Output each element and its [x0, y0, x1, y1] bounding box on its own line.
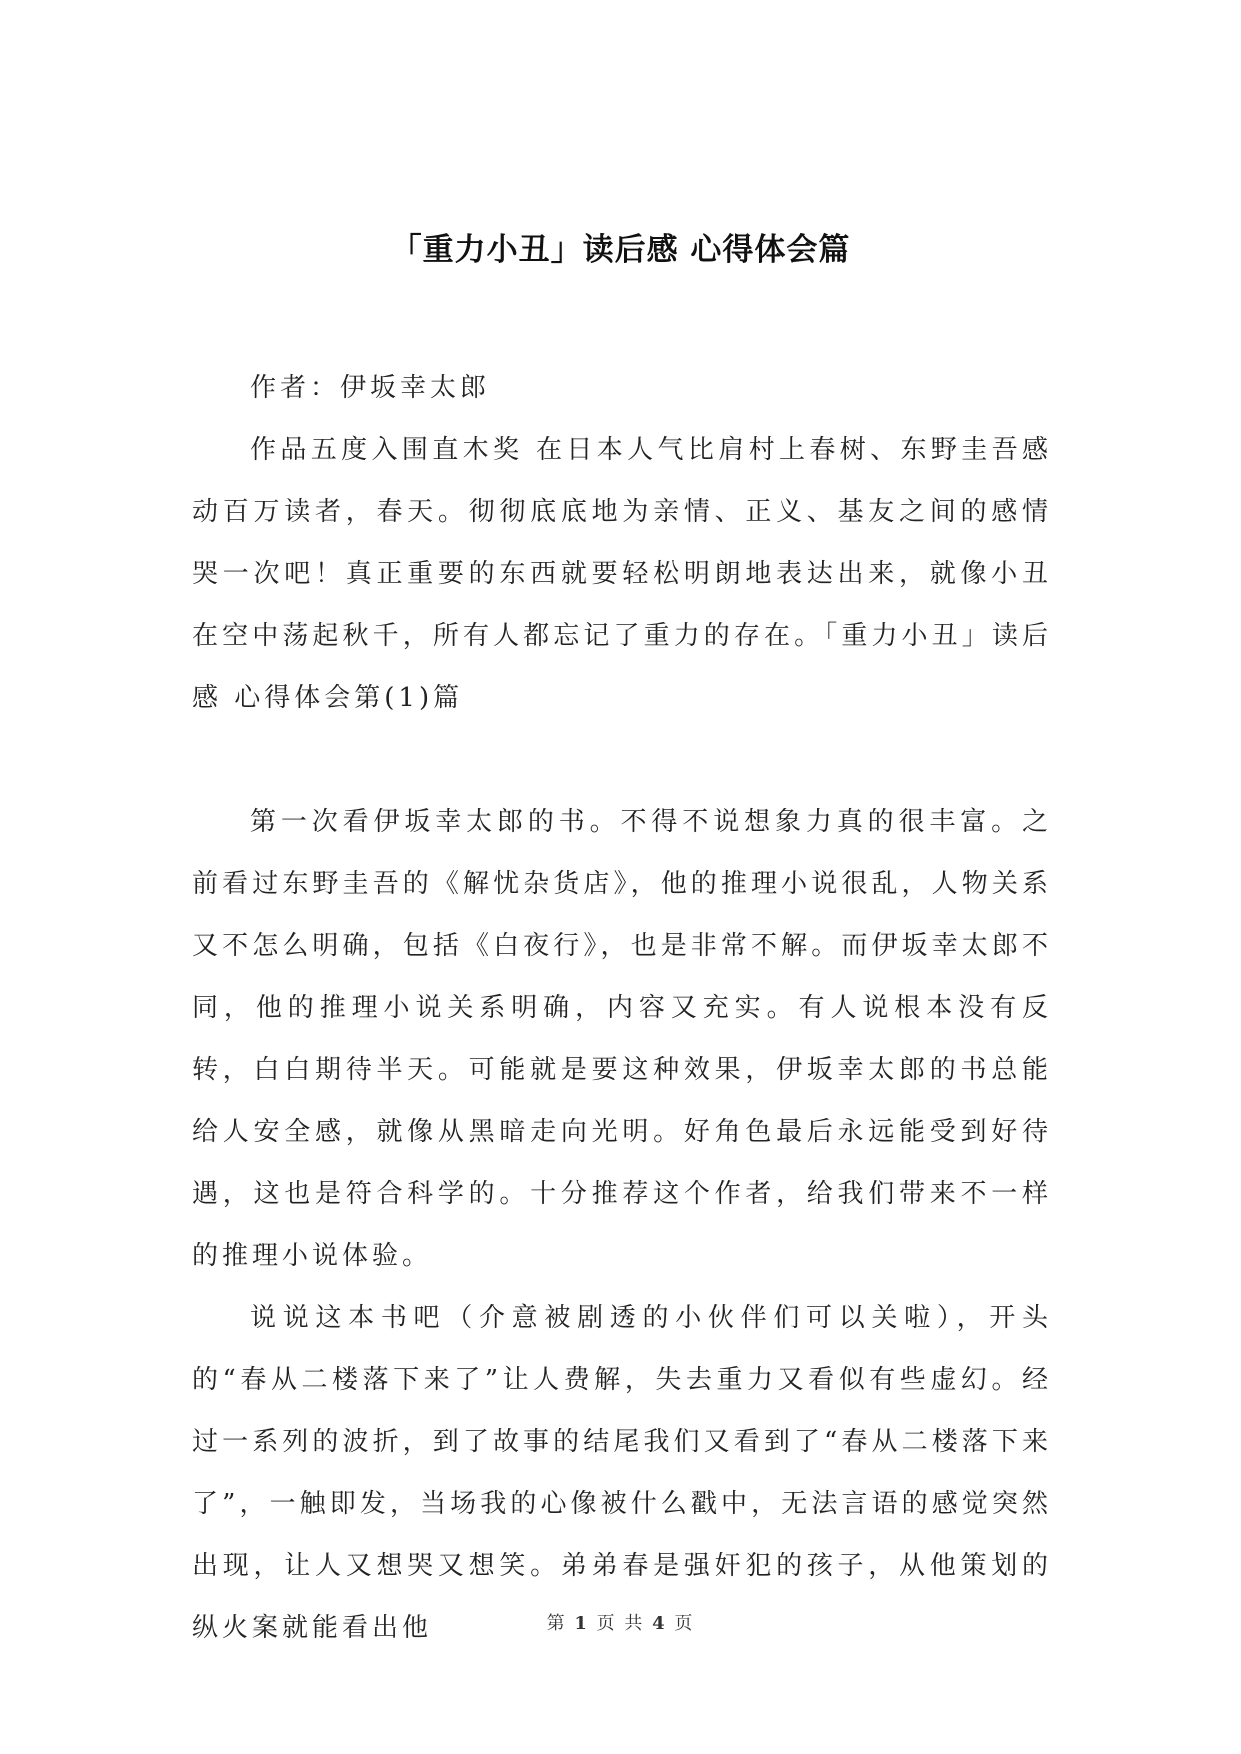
footer-page-current: 1 [574, 1613, 589, 1634]
paragraph-intro: 作品五度入围直木奖 在日本人气比肩村上春树、东野圭吾感动百万读者，春天。彻彻底底地为亲情、正义、基友之间的感情哭一次吧！真正重要的东西就要轻松明朗地表达出来，就像小丑在空中荡起秋千，所有人都忘记了重力的存在。「重力小丑」读后感 心得体会第(1)篇 [192, 435, 1052, 713]
footer-mid: 页 共 [596, 1613, 645, 1634]
document-body [192, 357, 1052, 1659]
author-line: 作者：伊坂幸太郎 [250, 373, 491, 403]
paragraph-gap [192, 729, 1052, 791]
footer-prefix: 第 [546, 1613, 567, 1634]
page-title: 「重力小丑」读后感 心得体会篇 [390, 232, 851, 268]
page-footer [0, 1609, 1241, 1635]
footer-suffix: 页 [674, 1613, 695, 1634]
paragraph-review-2: 说说这本书吧（介意被剧透的小伙伴们可以关啦），开头的“春从二楼落下来了”让人费解，失去重力又看似有些虚幻。经过一系列的波折，到了故事的结尾我们又看到了“春从二楼落下来了”，一触即发，当场我的心像被什么戳中，无法言语的感觉突然出现，让人又想哭又想笑。弟弟春是强奸犯的孩子，从他策划的纵火案就能看出他 [192, 1303, 1052, 1643]
paragraph-review-1: 第一次看伊坂幸太郎的书。不得不说想象力真的很丰富。之前看过东野圭吾的《解忧杂货店》，他的推理小说很乱，人物关系又不怎么明确，包括《白夜行》，也是非常不解。而伊坂幸太郎不同，他的推理小说关系明确，内容又充实。有人说根本没有反转，白白期待半天。可能就是要这种效果，伊坂幸太郎的书总能给人安全感，就像从黑暗走向光明。好角色最后永远能受到好待遇，这也是符合科学的。十分推荐这个作者，给我们带来不一样的推理小说体验。 [192, 807, 1052, 1271]
footer-page-total: 4 [652, 1613, 667, 1634]
